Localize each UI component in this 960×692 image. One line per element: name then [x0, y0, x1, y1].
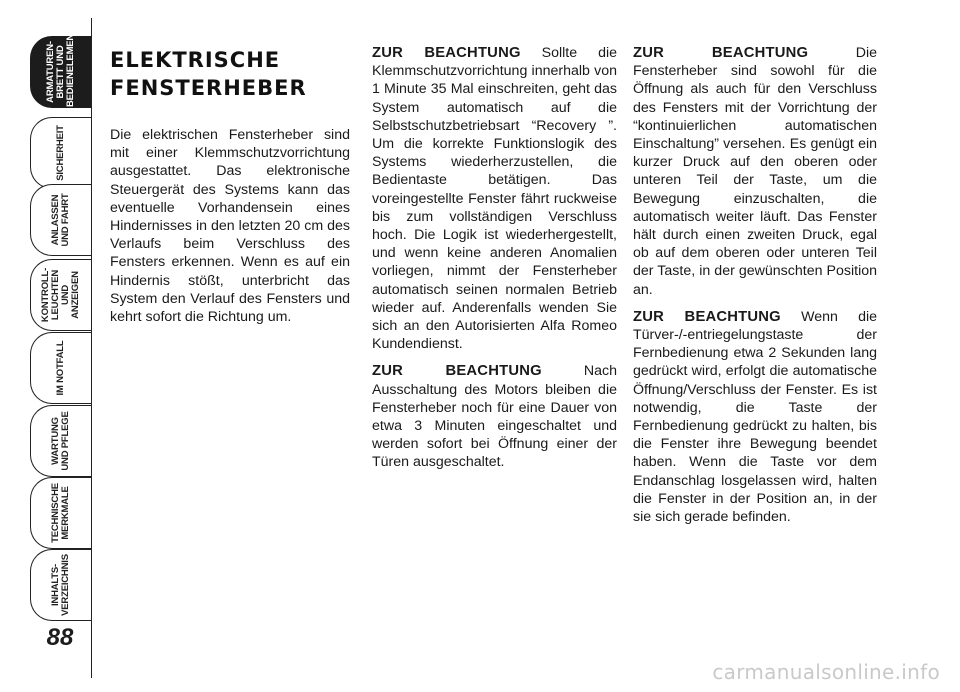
tab-wartung[interactable]: [30, 405, 91, 477]
note-label: ZUR BEACHTUNG: [633, 308, 781, 325]
heading-line-2: FENSTERHEBER: [110, 76, 307, 100]
intro-paragraph: Die elektrischen Fensterheber sind mit einer Klemmschutzvorrichtung ausgestattet. Das elektronische Steuergerät des Systems kann das eventuelle Vorhandensein eines Hindernisses in den letzten 20 cm des Verlaufs beim Verschluss des Fensters erkennen. Wenn es auf ein Hindernis stößt, unterbricht das System den Verlauf des Fensters und kehrt sofort die Richtung um.: [110, 127, 350, 326]
page-number: 88: [46, 624, 74, 651]
tab-label: IM NOTFALL: [55, 340, 66, 396]
tab-armaturenbrett[interactable]: [30, 22, 91, 108]
tab-kontrollleuchten[interactable]: [30, 259, 91, 331]
chapter-sidebar: [0, 0, 110, 692]
tab-label: SICHERHEIT: [55, 125, 66, 181]
note-text: Sollte die Klemmschutzvorrichtung innerhalb von 1 Minute 35 Mal einschreiten, geht das System automatisch auf die Selbstschutzbetriebsart “Recovery ”. Um die korrekte Funktionslogik des Systems wiederherzustellen, die Bedientaste betätigen. Das voreingestellte Fenster fährt ruckweise bis zum vollständigen Verschluss hoch. Die Logik ist wiederhergestellt, und wenn keine anderen Anomalien vorliegen, nimmt der Fensterheber automatisch seinen normalen Betrieb wieder auf. Anderenfalls wenden Sie sich an den Autorisierten Alfa Romeo Kundendienst.: [372, 45, 617, 353]
sidebar-spine-line: [91, 18, 92, 658]
tab-im-notfall[interactable]: [30, 332, 91, 404]
column-2: [372, 44, 617, 481]
tab-inhaltsverzeichnis[interactable]: [30, 549, 91, 621]
column-3: [633, 44, 877, 535]
note-text: Nach Ausschaltung des Motors bleiben die Fensterheber noch für eine Dauer von etwa 3 Minuten eingeschaltet und werden sofort bei Öffnung einer der Türen ausgeschaltet.: [372, 363, 617, 471]
note-text: Die Fensterheber sind sowohl für die Öffnung als auch für den Verschluss des Fensters mit der Vorrichtung der “kontinuierlichen automatischen Einschaltung” versehen. Es genügt ein kurzer Druck auf den oberen oder unteren Teil der Taste, um die Bewegung einzuschalten, die automatisch weiter läuft. Das Fenster hält durch einen zweiten Druck, egal ob auf dem oberen oder unteren Teil der Taste, in der gewünschten Position an.: [633, 45, 878, 298]
note-paragraph: [372, 362, 617, 471]
tab-technische-merkmale[interactable]: [30, 477, 91, 549]
heading-line-1: ELEKTRISCHE: [110, 48, 281, 72]
tab-label: WARTUNG UND PFLEGE: [50, 411, 71, 471]
column-1: [110, 44, 350, 335]
tab-label: ANLASSEN UND FAHRT: [50, 193, 71, 247]
note-paragraph: [372, 44, 617, 353]
tab-label: ARMATUREN- BRETT UND BEDIENELEMENTE: [45, 22, 76, 107]
note-label: ZUR BEACHTUNG: [633, 45, 809, 61]
sidebar-bottom-line: [91, 658, 92, 678]
watermark: carmanualsonline.info: [712, 660, 940, 684]
note-label: ZUR BEACHTUNG: [372, 45, 521, 61]
note-label: ZUR BEACHTUNG: [372, 363, 542, 380]
tab-label: INHALTS- VERZEICHNIS: [50, 554, 72, 616]
tab-label: KONTROLL- LEUCHTEN UND ANZEIGEN: [40, 267, 81, 323]
note-text: Wenn die Türver-/-entriegelungstaste der Fernbedienung etwa 2 Sekunden lang gedrückt wird, erfolgt die automatische Öffnung/Verschluss der Fenster. Es ist notwendig, die Taste der Fernbedienung gedrückt zu halten, bis die Fenster ihre Bewegung beendet haben. Wenn die Taste vor dem Endanschlag losgelassen wird, halten die Fenster in der Position an, in der sie sich gerade befinden.: [633, 308, 878, 526]
tab-label: TECHNISCHE MERKMALE: [50, 483, 71, 543]
section-heading: [110, 46, 350, 102]
note-paragraph: [633, 44, 877, 299]
tab-anlassen[interactable]: [30, 184, 91, 256]
note-paragraph: [633, 308, 877, 526]
tab-sicherheit[interactable]: [30, 117, 91, 189]
